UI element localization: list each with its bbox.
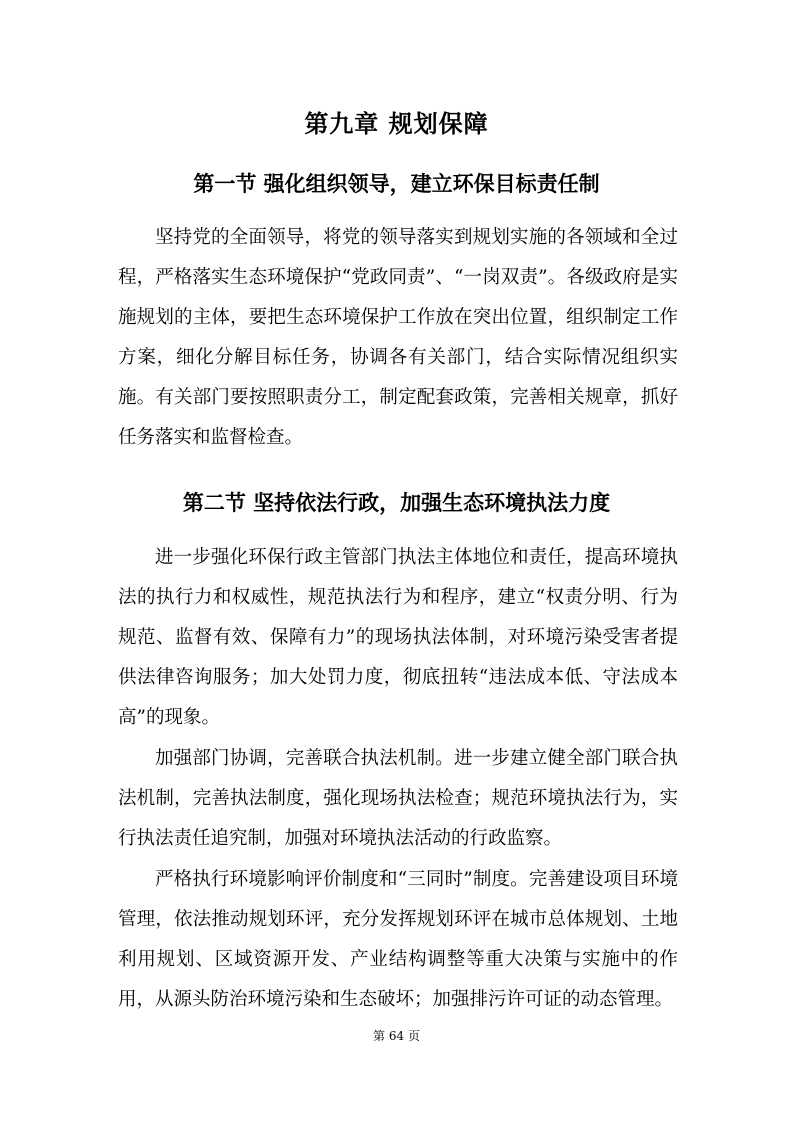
section-2-paragraph-1: 进一步强化环保行政主管部门执法主体地位和责任，提高环境执法的执行力和权威性，规范执法行为和程序，建立“权责分明、行为规范、监督有效、保障有力”的现场执法体制，对环境污染受害者提供法律咨询服务；加大处罚力度，彻底扭转“违法成本低、守法成本高”的现象。	[118, 547, 678, 728]
section-title-1: 第一节 强化组织领导，建立环保目标责任制	[193, 171, 600, 196]
section-2-paragraph-2: 加强部门协调，完善联合执法机制。进一步建立健全部门联合执法机制，完善执法制度，强化现场执法检查；规范环境执法行为，实行执法责任追究制，加强对环境执法活动的行政监察。	[118, 748, 678, 849]
section-2-paragraph-3: 严格执行环境影响评价制度和“三同时”制度。完善建设项目环境管理，依法推动规划环评，充分发挥规划环评在城市总体规划、土地利用规划、区域资源开发、产业结构调整等重大决策与实施中的作用，从源头防治环境污染和生态破坏；加强排污许可证的动态管理。	[118, 869, 678, 1010]
section-title-2: 第二节 坚持依法行政，加强生态环境执法力度	[182, 490, 611, 515]
section-1-paragraph-1: 坚持党的全面领导，将党的领导落实到规划实施的各领域和全过程，严格落实生态环境保护“党政同责”、“一岗双责”。各级政府是实施规划的主体，要把生态环境保护工作放在突出位置，组织制定工作方案，细化分解目标任务，协调各有关部门，结合实际情况组织实施。有关部门要按照职责分工，制定配套政策，完善相关规章，抓好任务落实和监督检查。	[118, 227, 678, 448]
page-number: 第 64 页	[373, 1029, 420, 1043]
chapter-title: 第九章 规划保障	[304, 109, 489, 138]
